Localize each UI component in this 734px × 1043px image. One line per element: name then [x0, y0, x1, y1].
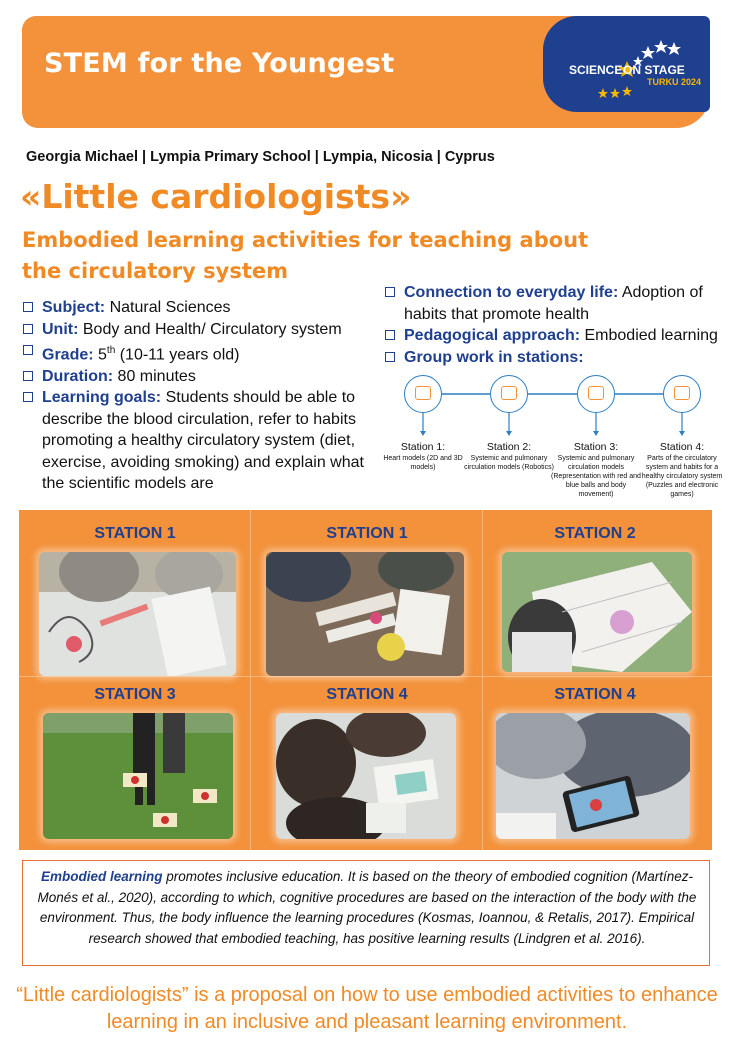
robot-icon	[501, 386, 517, 400]
logo-text-science: SCIENCE	[569, 63, 623, 77]
right-info-list	[384, 282, 729, 368]
infobox-text: Embodied learning promotes inclusive education. It is based on the theory of embodied cognition (Martínez-Monés et al., 2020), according to which, cognitive procedures are based on the interaction of the body with the environment. Thus, the body influence the learning procedures (Kosmas, Ioannou, & Retalis, 2017). Empirical research showed that embodied teaching, has positive learning results (Lindgren et al. 2016).	[37, 869, 697, 946]
station-2-name: Station 2:	[486, 441, 532, 453]
science-on-stage-logo	[543, 16, 710, 112]
station-3-circle	[577, 375, 615, 413]
photo-title-2: STATION 1	[326, 525, 408, 542]
station-3-name: Station 3:	[573, 441, 619, 453]
list-item-group-work: Group work in stations:	[384, 347, 729, 369]
balls-icon	[588, 386, 604, 400]
divider	[482, 510, 483, 850]
station-timeline	[384, 372, 724, 512]
checkbox-icon	[23, 302, 33, 312]
heart-icon	[415, 386, 431, 400]
photo-title-1: STATION 1	[94, 525, 176, 542]
photo-title-5: STATION 4	[326, 686, 408, 703]
left-info-list	[22, 297, 367, 495]
photo-station4-puzzles	[276, 713, 456, 839]
checkbox-icon	[385, 287, 395, 297]
divider	[19, 676, 712, 677]
photo-station3-movement	[43, 713, 233, 839]
list-item-subject: Subject: Natural Sciences	[22, 297, 367, 319]
checkbox-icon	[385, 352, 395, 362]
photo-station1-table-work	[266, 552, 464, 676]
photo-station4-tablet	[496, 713, 690, 839]
station-4-desc: Parts of the circulatory system and habits for a healthy circulatory system (Puzzles and electronic games)	[641, 455, 723, 498]
photo-title-6: STATION 4	[554, 686, 636, 703]
station-1-name: Station 1:	[400, 441, 446, 453]
checkbox-icon	[23, 345, 33, 355]
photo-title-3: STATION 2	[554, 525, 636, 542]
logo-text-turku: TURKU 2024	[647, 77, 702, 87]
checkbox-icon	[385, 330, 395, 340]
subtitle: Embodied learning activities for teaching about the circulatory system	[22, 228, 589, 283]
station-2-desc: Systemic and pulmonary circulation models (Robotics)	[464, 455, 554, 471]
checkbox-icon	[23, 371, 33, 381]
list-item-pedagogical-approach: Pedagogical approach: Embodied learning	[384, 325, 729, 347]
list-item-grade: Grade: 5th (10-11 years old)	[22, 340, 367, 366]
checkbox-icon	[23, 392, 33, 402]
station-2-circle	[490, 375, 528, 413]
station-4-name: Station 4:	[659, 441, 705, 453]
list-item-everyday-life: Connection to everyday life: Adoption of habits that promote health	[384, 282, 729, 325]
conclusion-text: “Little cardiologists” is a proposal on how to use embodied activities to enhance learning in an inclusive and pleasant learning environment.	[16, 984, 718, 1033]
station-1-desc: Heart models (2D and 3D models)	[383, 455, 463, 471]
divider	[250, 510, 251, 850]
header-title: STEM for the Youngest	[44, 48, 395, 79]
station-photos-panel	[19, 510, 712, 850]
main-title: «Little cardiologists»	[20, 177, 412, 216]
checkbox-icon	[23, 324, 33, 334]
station-3-desc: Systemic and pulmonary circulation models (Representation with red and blue balls and body movement)	[551, 455, 641, 498]
embodied-learning-infobox	[22, 860, 710, 966]
puzzle-icon	[674, 386, 690, 400]
photo-station2-robotics	[502, 552, 692, 672]
list-item-learning-goals: Learning goals: Students should be able to describe the blood circulation, refer to habits promoting a healthy circulatory system (diet, exercise, avoiding smoking) and explain what the scientific models are	[22, 387, 367, 495]
authors-line: Georgia Michael | Lympia Primary School | Lympia, Nicosia | Cyprus	[26, 149, 495, 165]
logo-text-on-stage: ON STAGE	[623, 63, 685, 77]
photo-station1-heart-models	[39, 552, 236, 676]
station-1-circle	[404, 375, 442, 413]
photo-title-4: STATION 3	[94, 686, 176, 703]
list-item-duration: Duration: 80 minutes	[22, 366, 367, 388]
station-4-circle	[663, 375, 701, 413]
list-item-unit: Unit: Body and Health/ Circulatory system	[22, 319, 367, 341]
